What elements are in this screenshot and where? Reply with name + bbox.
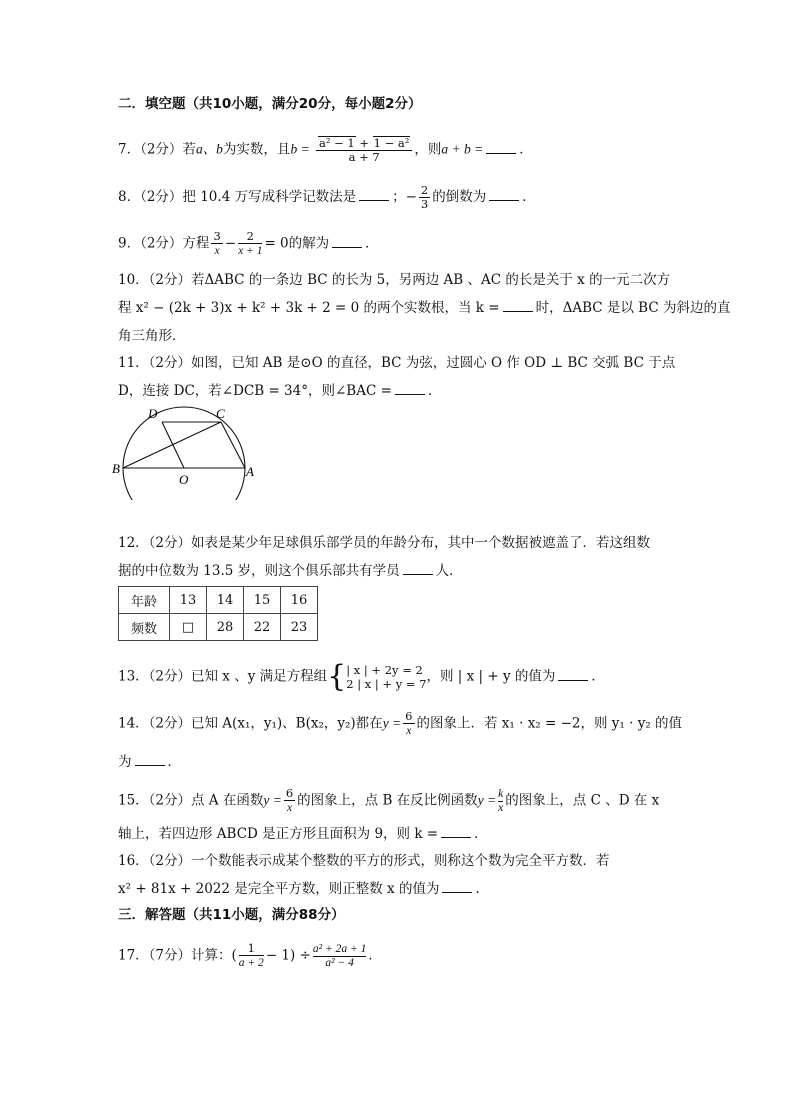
section-3-title: 三．解答题（共11小题，满分88分）	[118, 907, 345, 923]
question-10-line-2: 程 x² − (2k + 3)x + k² + 3k + 2 = 0 的两个实数根，当 k = 时，ΔABC 是以 BC 为斜边的直	[118, 300, 731, 316]
age-frequency-table	[118, 586, 318, 641]
q8-fraction: $\frac{2}{3}$	[420, 183, 429, 211]
question-12-line-1: 12．（2分）如表是某少年足球俱乐部学员的年龄分布，其中一个数据被遮盖了．若这组数	[118, 535, 651, 551]
answer-blank	[135, 753, 165, 766]
question-10-line-3: 角三角形．	[118, 328, 186, 344]
circle-figure	[112, 402, 272, 500]
table-row: 频数 □ 28 22 23	[119, 614, 318, 641]
question-15-line-2: 轴上，若四边形 ABCD 是正方形且面积为 9，则 k = ．	[118, 826, 488, 842]
answer-blank	[489, 188, 519, 201]
label-o: O	[179, 472, 189, 487]
question-7: 7．（2分）若a、b为实数，且b = $\frac{\text{a² − 1 + 1 − a²}}{a + 7}$ ，则a + b = ．	[118, 136, 533, 164]
answer-blank	[442, 880, 472, 893]
question-11-line-2: D，连接 DC，若∠DCB = 34°，则∠BAC = ．	[118, 383, 442, 399]
question-9: 9．（2分）方程 $\frac{3}{x}$ − $\frac{2}{x + 1} = 0$的解为 ．	[118, 229, 379, 257]
question-14-line-2: 为 ．	[118, 754, 181, 770]
equation-system: | x | + 2y = 2 2 | x | + y = 7	[346, 663, 427, 691]
answer-blank	[558, 668, 588, 681]
question-17: 17．（7分）计算：( $\frac{1}{a + 2} - 1$) ÷ $\frac{\text{a² + 2a + 1}}{\text{a² − 4}}$ ．	[118, 941, 382, 969]
label-b: B	[112, 461, 120, 476]
segment-od	[162, 422, 184, 468]
question-13: 13．（2分）已知 x 、y 满足方程组{ | x | + 2y = 2 2 | x | + y = 7 ，则 | x | + y 的值为 ．	[118, 659, 605, 694]
question-11-line-1: 11．（2分）如图，已知 AB 是⊙O 的直径，BC 为弦，过圆心 O 作 OD ⊥ BC 交弧 BC 于点	[118, 355, 676, 371]
answer-blank	[503, 299, 533, 312]
question-14-line-1: 14．（2分）已知 A(x₁，y₁)、B(x₂，y₂)都在y = $\frac{6}{x}$ 的图象上．若 x₁ · x₂ = −2，则 y₁ · y₂ 的值	[118, 709, 683, 737]
answer-blank	[359, 188, 389, 201]
label-a: A	[246, 464, 254, 479]
question-16-line-2: x² + 81x + 2022 是完全平方数，则正整数 x 的值为 ．	[118, 881, 489, 897]
section-2-title: 二．填空题（共10小题，满分20分，每小题2分）	[118, 96, 422, 112]
answer-blank	[332, 235, 362, 248]
table-row: 年龄 13 14 15 16	[119, 587, 318, 614]
label-c: C	[216, 406, 225, 421]
answer-blank	[486, 141, 516, 154]
answer-blank	[395, 382, 425, 395]
question-8: 8．（2分）把 10.4 万写成科学记数法是 ；− $\frac{2}{3}$ 的倒数为 ．	[118, 183, 536, 211]
label-d: D	[148, 406, 158, 421]
answer-blank	[441, 825, 471, 838]
question-12-line-2: 据的中位数为 13.5 岁，则这个俱乐部共有学员 人．	[118, 563, 463, 579]
question-15-line-1: 15．（2分）点 A 在函数y = $\frac{6}{x}$ 的图象上，点 B 在反比例函数y = $\frac{k}{x}$ 的图象上，点 C 、D 在 x	[118, 786, 660, 814]
chord-ca	[221, 422, 245, 468]
question-10-line-1: 10．（2分）若ΔABC 的一条边 BC 的长为 5，另两边 AB 、AC 的长是关于 x 的一元二次方	[118, 272, 671, 288]
answer-blank	[403, 562, 433, 575]
question-16-line-1: 16．（2分）一个数能表示成某个整数的平方的形式，则称这个数为完全平方数．若	[118, 853, 610, 869]
q7-fraction: $\frac{\text{a² − 1 + 1 − a²}}{a + 7}$	[316, 136, 412, 164]
